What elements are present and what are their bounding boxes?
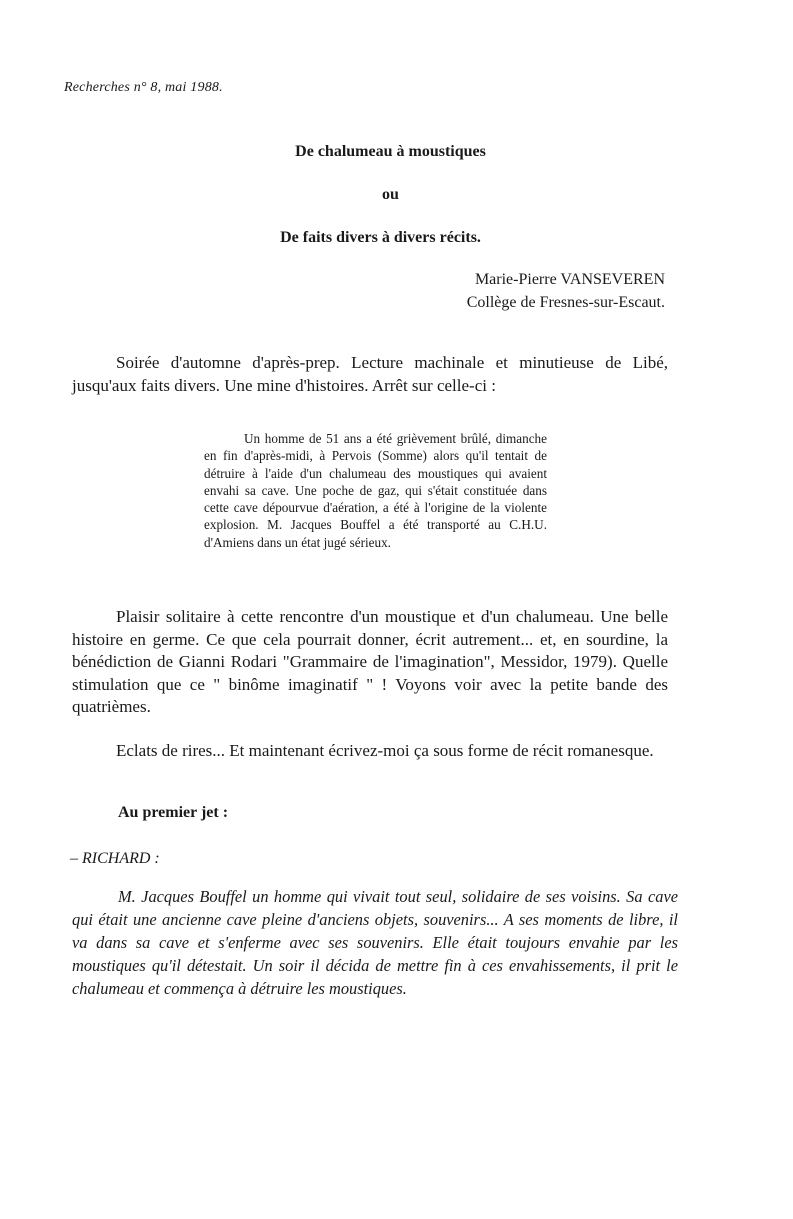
section-heading: Au premier jet :	[118, 804, 229, 821]
commentary-paragraph: Plaisir solitaire à cette rencontre d'un moustique et d'un chalumeau. Une belle histoire en germe. Ce que cela pourrait donner, écrit autrement... et, en sourdine, la bénédiction de Gianni Rodari "Grammaire de l'imagination", Messidor, 1979). Quelle stimulation que ce " binôme imaginatif " ! Voyons voir avec la petite bande des quatrièmes.	[72, 607, 668, 716]
author-block	[467, 268, 665, 314]
title-connector: ou	[382, 186, 399, 203]
article-title: De chalumeau à moustiques	[295, 143, 486, 160]
author-affiliation: Collège de Fresnes-sur-Escaut.	[466, 294, 665, 311]
newspaper-clipping: Un homme de 51 ans a été grièvement brûlé, dimanche en fin d'après-midi, à Pervois (Somme) alors qu'il tentait de détruire à l'aide d'un chalumeau des moustiques qui avaient envahi sa cave. Une poche de gaz, qui s'était constituée dans cette cave dépourvue d'aération, a été à l'origine de la violente explosion. M. Jacques Bouffel a été transporté au C.H.U. d'Amiens dans un état jugé sérieux.	[204, 431, 547, 550]
instruction-paragraph: Eclats de rires... Et maintenant écrivez-moi ça sous forme de récit romanesque.	[116, 741, 654, 760]
author-name: Marie-Pierre VANSEVEREN	[474, 271, 665, 288]
journal-reference: Recherches n° 8, mai 1988.	[64, 80, 223, 95]
article-subtitle: De faits divers à divers récits.	[280, 229, 481, 246]
student-name: – RICHARD :	[70, 850, 160, 867]
student-story: M. Jacques Bouffel un homme qui vivait tout seul, solidaire de ses voisins. Sa cave qui était une ancienne cave pleine d'anciens objets, souvenirs... A ses moments de libre, il va dans sa cave et s'enferme avec ses souvenirs. Elle était toujours envahie par les moustiques qu'il détestait. Un soir il décida de mettre fin à ces envahissements, il prit le chalumeau et commença à détruire les moustiques.	[72, 887, 678, 998]
intro-paragraph: Soirée d'automne d'après-prep. Lecture machinale et minutieuse de Libé, jusqu'aux faits divers. Une mine d'histoires. Arrêt sur celle-ci :	[72, 353, 668, 395]
